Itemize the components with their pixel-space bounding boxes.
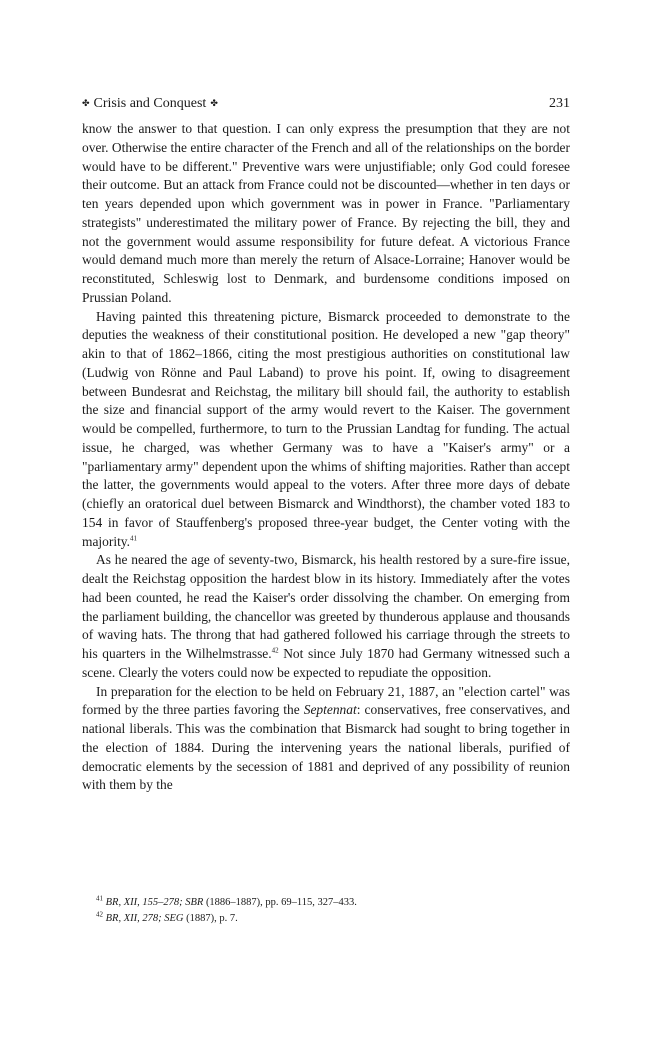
paragraph-2-text: Having painted this threatening picture, Bismarck proceeded to demonstrate to the deputies the weakness of their constitutional position. He developed a new "gap theory" akin to that of 1862–1866, citing the most prestigious authorities on constitutional law (Ludwig von Rönne and Paul Laband) to prove his point. If, owing to disagreement between Bundesrat and Reichstag, the military bill should fail, the authority to establish the size and financial support of the army would revert to the Kaiser. The government would be compelled, furthermore, to turn to the Prussian Landtag for funding. The actual issue, he charged, was whether Germany was to have a "Kaiser's army" or a "parliamentary army" dependent upon the whims of shifting majorities. Rather than accept the latter, the governments would appeal to the voters. After three more days of debate (chiefly an oratorical duel between Bismarck and Windthorst), the chamber voted 183 to 154 in favor of Stauffenberg's proposed three-year budget, the Center voting with the majority.	[82, 308, 570, 549]
footnote-42-src-a: BR, XII, 278;	[105, 913, 165, 924]
body-text	[82, 120, 570, 795]
running-head	[82, 94, 222, 114]
paragraph-2	[82, 308, 570, 552]
paragraph-4-text-a: In preparation for the election to be held on February 21, 1887, an "election cartel" was formed by the three parties favoring the	[82, 683, 570, 718]
paragraph-4	[82, 683, 570, 796]
page-header	[82, 94, 570, 114]
footnotes	[82, 895, 570, 927]
ornament-left-icon: ✤	[82, 98, 90, 108]
running-head-title: Crisis and Conquest	[93, 96, 207, 111]
paragraph-4-text-b: : conservatives, free conservatives, and national liberals. This was the combination that Bismarck had sought to bring together in the election of 1884. During the intervening years the national liberals, purified of democratic elements by the secession of 1881 and deprived of any possibility of reunion with them by the	[82, 702, 570, 793]
ornament-right-icon: ✤	[210, 98, 218, 108]
paragraph-1: know the answer to that question. I can only express the presumption that they are not over. Otherwise the entire character of the French and all of the relationships on the border would have to be different." Preventive wars were unjustifiable; only God could foresee their outcome. But an attack from France could not be discounted—whether in ten days or ten years depended upon which government was in power in France. "Parliamentary strategists" underestimated the military power of France. By rejecting the bill, they and not the government would assume responsibility for future defeat. A victorious France would demand much more than merely the return of Alsace-Lorraine; Hanover would be reconstituted, Schleswig lost to Denmark, and burdensome conditions imposed on Prussian Poland.	[82, 121, 570, 305]
footnote-41-marker: 41	[96, 894, 103, 903]
footnote-41-src-c: (1886–1887), pp. 69–115, 327–433.	[203, 897, 357, 908]
footnote-41-src-b: SBR	[185, 897, 204, 908]
paragraph-3-text-a: As he neared the age of seventy-two, Bismarck, his health restored by a sure-fire issue, dealt the Reichstag opposition the hardest blow in its history. Immediately after the votes had been counted, he read the Kaiser's order dissolving the chamber. On emerging from the parliament building, the chancellor was greeted by thunderous applause and thousands of waving hats. The throng that had gathered followed his carriage through the streets to his quarters in the Wilhelmstrasse.	[82, 552, 570, 661]
paragraph-4-italic: Septennat	[303, 702, 357, 718]
footnote-41-src-a: BR, XII, 155–278;	[105, 897, 186, 908]
footnote-42	[82, 911, 570, 927]
note-ref-41: 41	[130, 534, 138, 543]
footnote-42-src-b: SEG	[164, 913, 184, 924]
footnote-42-src-c: (1887), p. 7.	[183, 913, 238, 924]
paragraph-3-text-b: Not since July 1870 had Germany witnessed such a scene. Clearly the voters could now be expected to repudiate the opposition.	[82, 646, 570, 680]
note-ref-42: 42	[271, 646, 279, 655]
page-number: 231	[549, 96, 570, 111]
paragraph-3	[82, 551, 570, 682]
footnote-41	[82, 895, 570, 911]
footnote-42-marker: 42	[96, 910, 103, 919]
